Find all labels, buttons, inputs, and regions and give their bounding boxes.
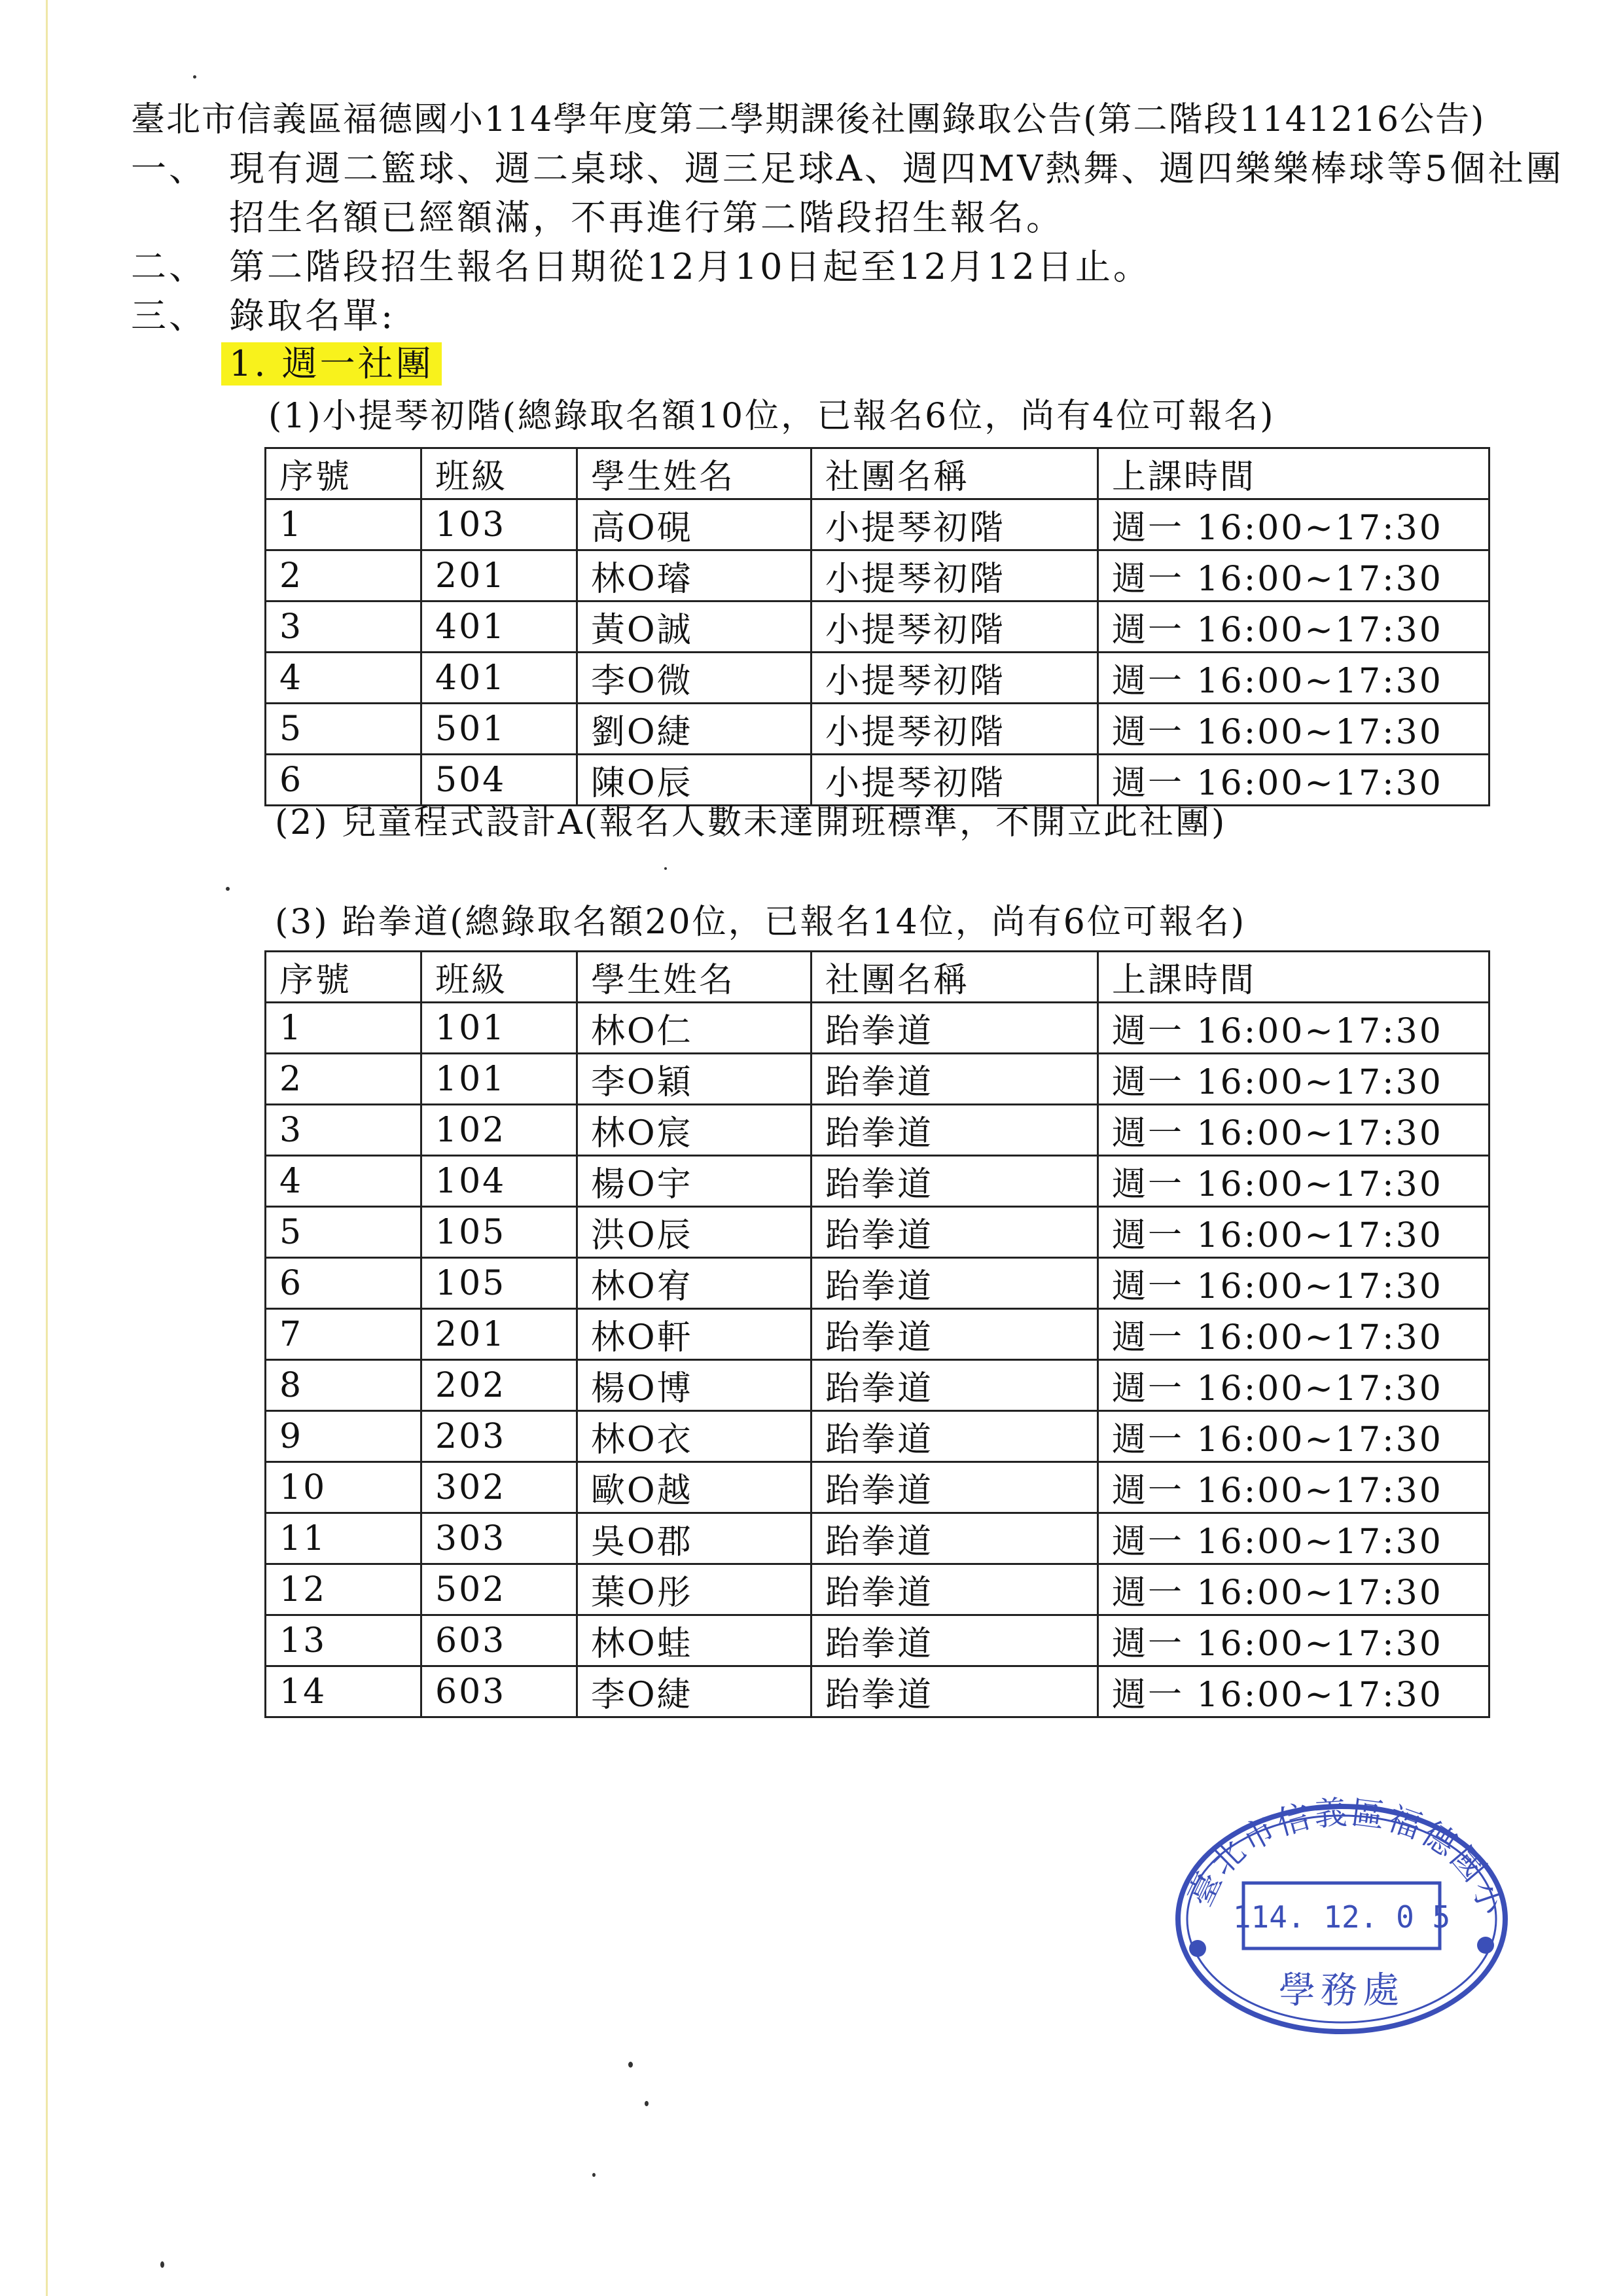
row-class: 202 [421, 1360, 577, 1411]
table-row [266, 1105, 1489, 1156]
row-student-name: 楊O博 [577, 1360, 812, 1411]
item-2 [131, 245, 1151, 289]
row-seq: 10 [266, 1462, 421, 1513]
row-seq: 2 [266, 1054, 421, 1105]
row-student-name: 林O璿 [577, 550, 812, 601]
table-row [266, 653, 1489, 704]
row-time: 週一 16:00~17:30 [1098, 1003, 1489, 1054]
row-class: 105 [421, 1258, 577, 1309]
table-row [266, 1615, 1489, 1666]
row-class: 504 [421, 755, 577, 806]
item-2-text: 第二階段招生報名日期從12月10日起至12月12日止。 [229, 246, 1151, 287]
scan-speck [226, 887, 230, 891]
row-student-name: 林O仁 [577, 1003, 812, 1054]
row-time: 週一 16:00~17:30 [1098, 550, 1489, 601]
club-3-table [264, 950, 1490, 1718]
table-row [266, 499, 1489, 550]
row-class: 502 [421, 1564, 577, 1615]
row-club-name: 小提琴初階 [812, 653, 1098, 704]
row-time: 週一 16:00~17:30 [1098, 499, 1489, 550]
row-time: 週一 16:00~17:30 [1098, 1360, 1489, 1411]
table-row [266, 1564, 1489, 1615]
table-row [266, 601, 1489, 653]
row-club-name: 跆拳道 [812, 1462, 1098, 1513]
row-class: 201 [421, 1309, 577, 1360]
scan-speck [645, 2101, 649, 2106]
row-club-name: 跆拳道 [812, 1156, 1098, 1207]
row-seq: 13 [266, 1615, 421, 1666]
row-club-name: 小提琴初階 [812, 550, 1098, 601]
row-club-name: 小提琴初階 [812, 499, 1098, 550]
row-club-name: 跆拳道 [812, 1309, 1098, 1360]
row-student-name: 林O宸 [577, 1105, 812, 1156]
club-3-table-body [266, 1003, 1489, 1717]
row-time: 週一 16:00~17:30 [1098, 1462, 1489, 1513]
row-student-name: 黃O誠 [577, 601, 812, 653]
row-student-name: 吳O郡 [577, 1513, 812, 1564]
stamp-date: 114. 12. 0 5 [1232, 1899, 1451, 1935]
table-row [266, 1411, 1489, 1462]
row-seq: 3 [266, 1105, 421, 1156]
row-club-name: 跆拳道 [812, 1207, 1098, 1258]
row-seq: 12 [266, 1564, 421, 1615]
header-time: 上課時間 [1098, 952, 1489, 1003]
row-seq: 6 [266, 1258, 421, 1309]
row-club-name: 跆拳道 [812, 1513, 1098, 1564]
header-seq: 序號 [266, 952, 421, 1003]
row-class: 101 [421, 1003, 577, 1054]
item-1-number: 一、 [131, 148, 207, 189]
row-seq: 11 [266, 1513, 421, 1564]
row-seq: 9 [266, 1411, 421, 1462]
row-student-name: 洪O辰 [577, 1207, 812, 1258]
stamp-flower-icon-right [1477, 1937, 1494, 1954]
scan-speck [592, 2173, 596, 2177]
row-time: 週一 16:00~17:30 [1098, 1309, 1489, 1360]
table-row [266, 1258, 1489, 1309]
row-seq: 14 [266, 1666, 421, 1717]
table-row [266, 755, 1489, 806]
item-1-continuation: 招生名額已經額滿，不再進行第二階段招生報名。 [229, 197, 1064, 238]
row-class: 102 [421, 1105, 577, 1156]
row-time: 週一 16:00~17:30 [1098, 1666, 1489, 1717]
row-time: 週一 16:00~17:30 [1098, 704, 1489, 755]
item-3-number: 三、 [131, 295, 207, 336]
row-student-name: 林O宥 [577, 1258, 812, 1309]
row-seq: 6 [266, 755, 421, 806]
row-club-name: 小提琴初階 [812, 601, 1098, 653]
row-club-name: 跆拳道 [812, 1666, 1098, 1717]
scan-edge-line [46, 0, 48, 2296]
club-1-table [264, 447, 1490, 806]
row-time: 週一 16:00~17:30 [1098, 653, 1489, 704]
stamp-office: 學務處 [1279, 1969, 1404, 2012]
row-club-name: 跆拳道 [812, 1003, 1098, 1054]
header-class: 班級 [421, 448, 577, 499]
item-3-text: 錄取名單: [229, 295, 396, 336]
table-row [266, 1666, 1489, 1717]
header-class: 班級 [421, 952, 577, 1003]
row-time: 週一 16:00~17:30 [1098, 1411, 1489, 1462]
table-row [266, 1003, 1489, 1054]
table-row [266, 704, 1489, 755]
page-title: 臺北市信義區福德國小114學年度第二學期課後社團錄取公告(第二階段1141216公告) [131, 100, 1486, 139]
row-club-name: 小提琴初階 [812, 704, 1098, 755]
row-club-name: 跆拳道 [812, 1105, 1098, 1156]
stamp-flower-icon-left [1189, 1940, 1206, 1957]
header-club-name: 社團名稱 [812, 448, 1098, 499]
row-time: 週一 16:00~17:30 [1098, 1258, 1489, 1309]
row-student-name: 李O緁 [577, 1666, 812, 1717]
stamp-school-name: 臺北市信義區福德國小 [1181, 1795, 1512, 1922]
header-student-name: 學生姓名 [577, 448, 812, 499]
row-seq: 8 [266, 1360, 421, 1411]
row-time: 週一 16:00~17:30 [1098, 1156, 1489, 1207]
scan-speck [664, 867, 667, 870]
row-club-name: 小提琴初階 [812, 755, 1098, 806]
row-class: 104 [421, 1156, 577, 1207]
row-class: 203 [421, 1411, 577, 1462]
item-2-number: 二、 [131, 246, 207, 287]
row-student-name: 李O穎 [577, 1054, 812, 1105]
row-student-name: 歐O越 [577, 1462, 812, 1513]
row-club-name: 跆拳道 [812, 1054, 1098, 1105]
row-seq: 3 [266, 601, 421, 653]
header-student-name: 學生姓名 [577, 952, 812, 1003]
row-student-name: 劉O緁 [577, 704, 812, 755]
scan-speck [628, 2062, 633, 2068]
row-student-name: 林O衣 [577, 1411, 812, 1462]
row-class: 105 [421, 1207, 577, 1258]
row-student-name: 陳O辰 [577, 755, 812, 806]
row-club-name: 跆拳道 [812, 1258, 1098, 1309]
table-row [266, 1513, 1489, 1564]
row-student-name: 高O硯 [577, 499, 812, 550]
row-time: 週一 16:00~17:30 [1098, 755, 1489, 806]
row-club-name: 跆拳道 [812, 1615, 1098, 1666]
row-time: 週一 16:00~17:30 [1098, 1615, 1489, 1666]
row-student-name: 林O蛙 [577, 1615, 812, 1666]
table-row [266, 1462, 1489, 1513]
table-row [266, 550, 1489, 601]
row-time: 週一 16:00~17:30 [1098, 1207, 1489, 1258]
row-class: 303 [421, 1513, 577, 1564]
table-row [266, 1360, 1489, 1411]
row-seq: 2 [266, 550, 421, 601]
table-header-row [266, 952, 1489, 1003]
row-student-name: 楊O宇 [577, 1156, 812, 1207]
scan-speck [160, 2261, 164, 2268]
row-seq: 5 [266, 1207, 421, 1258]
section-heading-monday: 1. 週一社團 [221, 342, 442, 386]
row-class: 103 [421, 499, 577, 550]
row-class: 101 [421, 1054, 577, 1105]
club-1-table-body [266, 499, 1489, 806]
row-class: 401 [421, 653, 577, 704]
row-club-name: 跆拳道 [812, 1411, 1098, 1462]
table-row [266, 1207, 1489, 1258]
row-seq: 1 [266, 499, 421, 550]
header-club-name: 社團名稱 [812, 952, 1098, 1003]
row-class: 302 [421, 1462, 577, 1513]
row-club-name: 跆拳道 [812, 1564, 1098, 1615]
header-time: 上課時間 [1098, 448, 1489, 499]
row-class: 401 [421, 601, 577, 653]
row-seq: 4 [266, 1156, 421, 1207]
school-seal-stamp [1168, 1795, 1515, 2037]
club-3-caption: (3) 跆拳道(總錄取名額20位，已報名14位，尚有6位可報名) [275, 903, 1247, 942]
row-time: 週一 16:00~17:30 [1098, 1105, 1489, 1156]
item-1-text: 現有週二籃球、週二桌球、週三足球A、週四MV熱舞、週四樂樂棒球等5個社團 [229, 148, 1564, 189]
club-1-caption: (1)小提琴初階(總錄取名額10位，已報名6位，尚有4位可報名) [268, 397, 1275, 436]
row-class: 201 [421, 550, 577, 601]
scan-speck [193, 75, 196, 79]
item-3 [131, 295, 395, 338]
row-time: 週一 16:00~17:30 [1098, 1054, 1489, 1105]
row-class: 603 [421, 1666, 577, 1717]
row-seq: 4 [266, 653, 421, 704]
row-student-name: 林O軒 [577, 1309, 812, 1360]
row-seq: 5 [266, 704, 421, 755]
club-2-caption: (2) 兒童程式設計A(報名人數未達開班標準，不開立此社團) [275, 803, 1227, 842]
header-seq: 序號 [266, 448, 421, 499]
row-club-name: 跆拳道 [812, 1360, 1098, 1411]
table-row [266, 1156, 1489, 1207]
table-row [266, 1054, 1489, 1105]
table-row [266, 1309, 1489, 1360]
item-1 [131, 147, 1564, 190]
row-class: 501 [421, 704, 577, 755]
row-seq: 1 [266, 1003, 421, 1054]
table-header-row [266, 448, 1489, 499]
row-time: 週一 16:00~17:30 [1098, 1513, 1489, 1564]
row-seq: 7 [266, 1309, 421, 1360]
row-class: 603 [421, 1615, 577, 1666]
row-student-name: 李O微 [577, 653, 812, 704]
row-time: 週一 16:00~17:30 [1098, 1564, 1489, 1615]
row-student-name: 葉O彤 [577, 1564, 812, 1615]
row-time: 週一 16:00~17:30 [1098, 601, 1489, 653]
